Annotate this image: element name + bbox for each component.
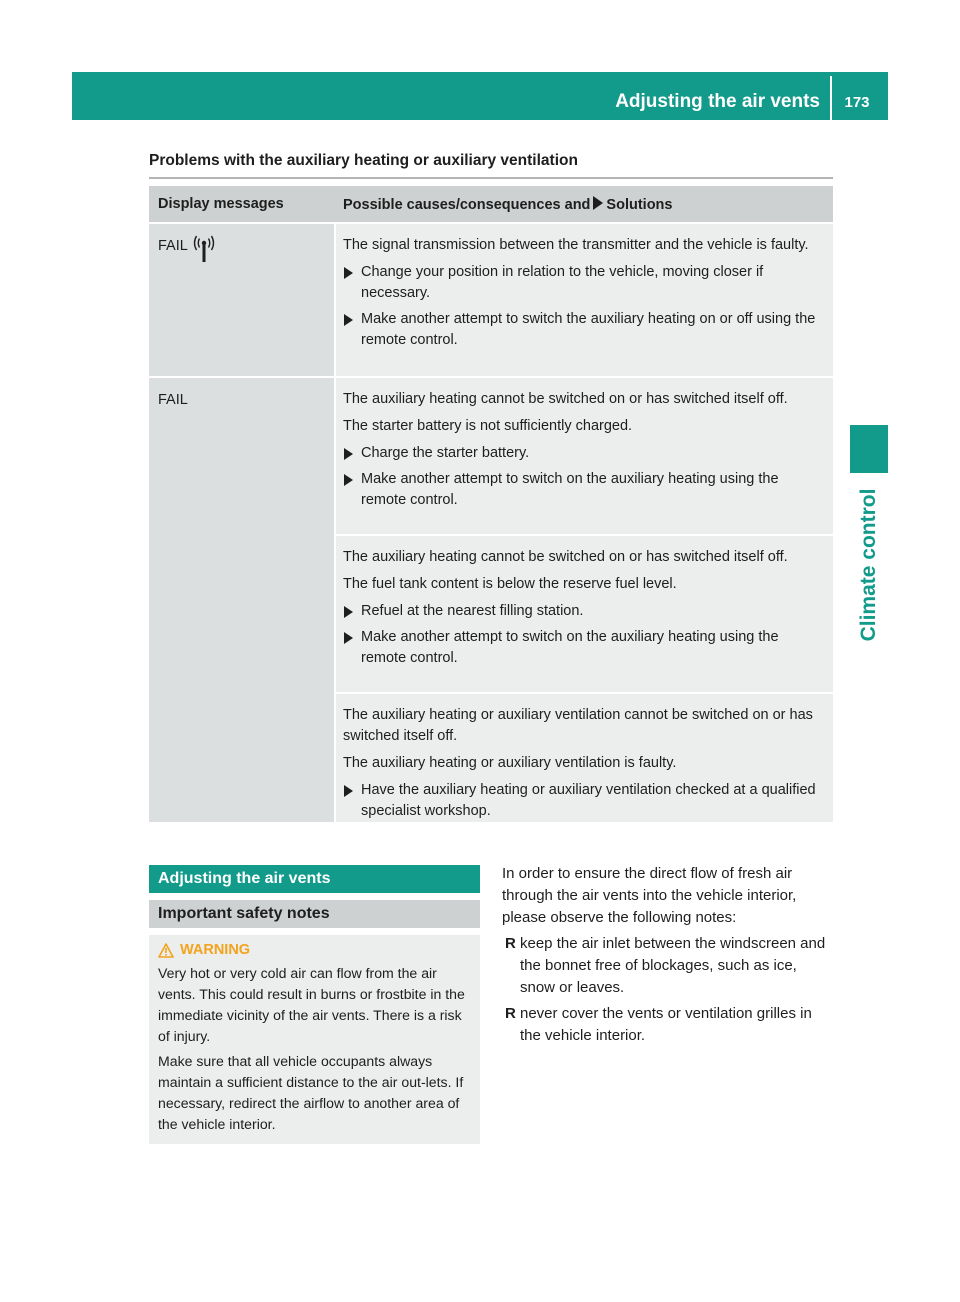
cause-text: The starter battery is not sufficiently charged. (343, 418, 633, 434)
header-causes-solutions (336, 186, 833, 222)
solutions-cell (336, 224, 833, 376)
problems-table (149, 186, 833, 822)
display-message: FAIL (158, 238, 188, 254)
header-divider (830, 76, 832, 120)
list-item-text: keep the air inlet between the windscreen and the bonnet free of blockages, such as ice, snow or leaves. (520, 935, 826, 996)
section-title: Adjusting the air vents (149, 865, 480, 893)
step-text: Change your position in relation to the vehicle, moving closer if necessary. (361, 264, 764, 301)
bullet-icon: R (505, 1005, 516, 1022)
solution-step (343, 309, 827, 351)
solution-step (343, 262, 827, 304)
arrow-right-icon (344, 448, 353, 460)
page-number: 173 (844, 94, 870, 111)
header-causes-text: Possible causes/consequences and (343, 197, 591, 213)
step-text: Make another attempt to switch on the auxiliary heating using the remote control. (361, 629, 779, 666)
solution-step (343, 469, 827, 511)
header-title: Adjusting the air vents (615, 91, 820, 112)
arrow-right-icon (593, 196, 603, 210)
display-message-cell (149, 378, 334, 822)
page-header (72, 72, 888, 120)
list-item-text: never cover the vents or ventilation grilles in the vehicle interior. (520, 1005, 812, 1044)
solution-block (336, 378, 833, 534)
solution-step (343, 443, 827, 464)
list-item (502, 1003, 835, 1047)
subsection-title: Important safety notes (149, 900, 480, 928)
warning-label: WARNING (180, 942, 251, 958)
arrow-right-icon (344, 606, 353, 618)
table-row (149, 378, 833, 822)
arrow-right-icon (344, 474, 353, 486)
solution-step (343, 601, 827, 622)
warning-text: Make sure that all vehicle occupants always maintain a sufficient distance to the air out-lets. If necessary, redirect the airflow to another area of the vehicle interior. (158, 1053, 464, 1132)
solution-step (343, 627, 827, 669)
header-solutions-text: Solutions (606, 197, 673, 213)
step-text: Make another attempt to switch the auxiliary heating on or off using the remote control. (361, 311, 816, 348)
chapter-tab-marker (850, 425, 888, 473)
solution-block (336, 536, 833, 692)
solution-block (336, 224, 833, 376)
arrow-right-icon (344, 785, 353, 797)
solution-step (343, 780, 827, 822)
step-text: Refuel at the nearest filling station. (361, 603, 584, 619)
cause-text: The fuel tank content is below the reserve fuel level. (343, 576, 677, 592)
table-header (149, 186, 833, 222)
cause-text: The signal transmission between the transmitter and the vehicle is faulty. (343, 237, 809, 253)
arrow-right-icon (344, 632, 353, 644)
warning-triangle-icon (158, 943, 174, 958)
cause-text: The auxiliary heating cannot be switched on or has switched itself off. (343, 391, 788, 407)
step-text: Charge the starter battery. (361, 445, 530, 461)
step-text: Have the auxiliary heating or auxiliary ventilation checked at a qualified specialist workshop. (361, 782, 816, 819)
cause-text: The auxiliary heating or auxiliary ventilation cannot be switched on or has switched itself off. (343, 707, 813, 744)
display-message: FAIL (158, 392, 188, 408)
header-display-messages: Display messages (158, 196, 284, 212)
warning-text: Very hot or very cold air can flow from the air vents. This could result in burns or frostbite in the immediate vicinity of the air vents. There is a risk of injury. (158, 965, 465, 1044)
display-message-cell (149, 224, 334, 376)
cause-text: The auxiliary heating cannot be switched on or has switched itself off. (343, 549, 788, 565)
arrow-right-icon (344, 267, 353, 279)
solutions-cell (336, 378, 833, 822)
warning-box (149, 935, 480, 1144)
notes-column (502, 863, 835, 1051)
chapter-label: Climate control (857, 488, 880, 642)
step-text: Make another attempt to switch on the auxiliary heating using the remote control. (361, 471, 779, 508)
bullet-icon: R (505, 935, 516, 952)
warning-header (158, 940, 474, 961)
notes-intro: In order to ensure the direct flow of fresh air through the air vents into the vehicle interior, please observe the following notes: (502, 865, 797, 926)
title-rule (149, 177, 833, 179)
remote-signal-icon (190, 232, 218, 264)
cause-text: The auxiliary heating or auxiliary ventilation is faulty. (343, 755, 677, 771)
arrow-right-icon (344, 314, 353, 326)
table-row (149, 224, 833, 376)
list-item (502, 933, 835, 999)
solution-block (336, 694, 833, 822)
table-title: Problems with the auxiliary heating or auxiliary ventilation (149, 152, 578, 169)
